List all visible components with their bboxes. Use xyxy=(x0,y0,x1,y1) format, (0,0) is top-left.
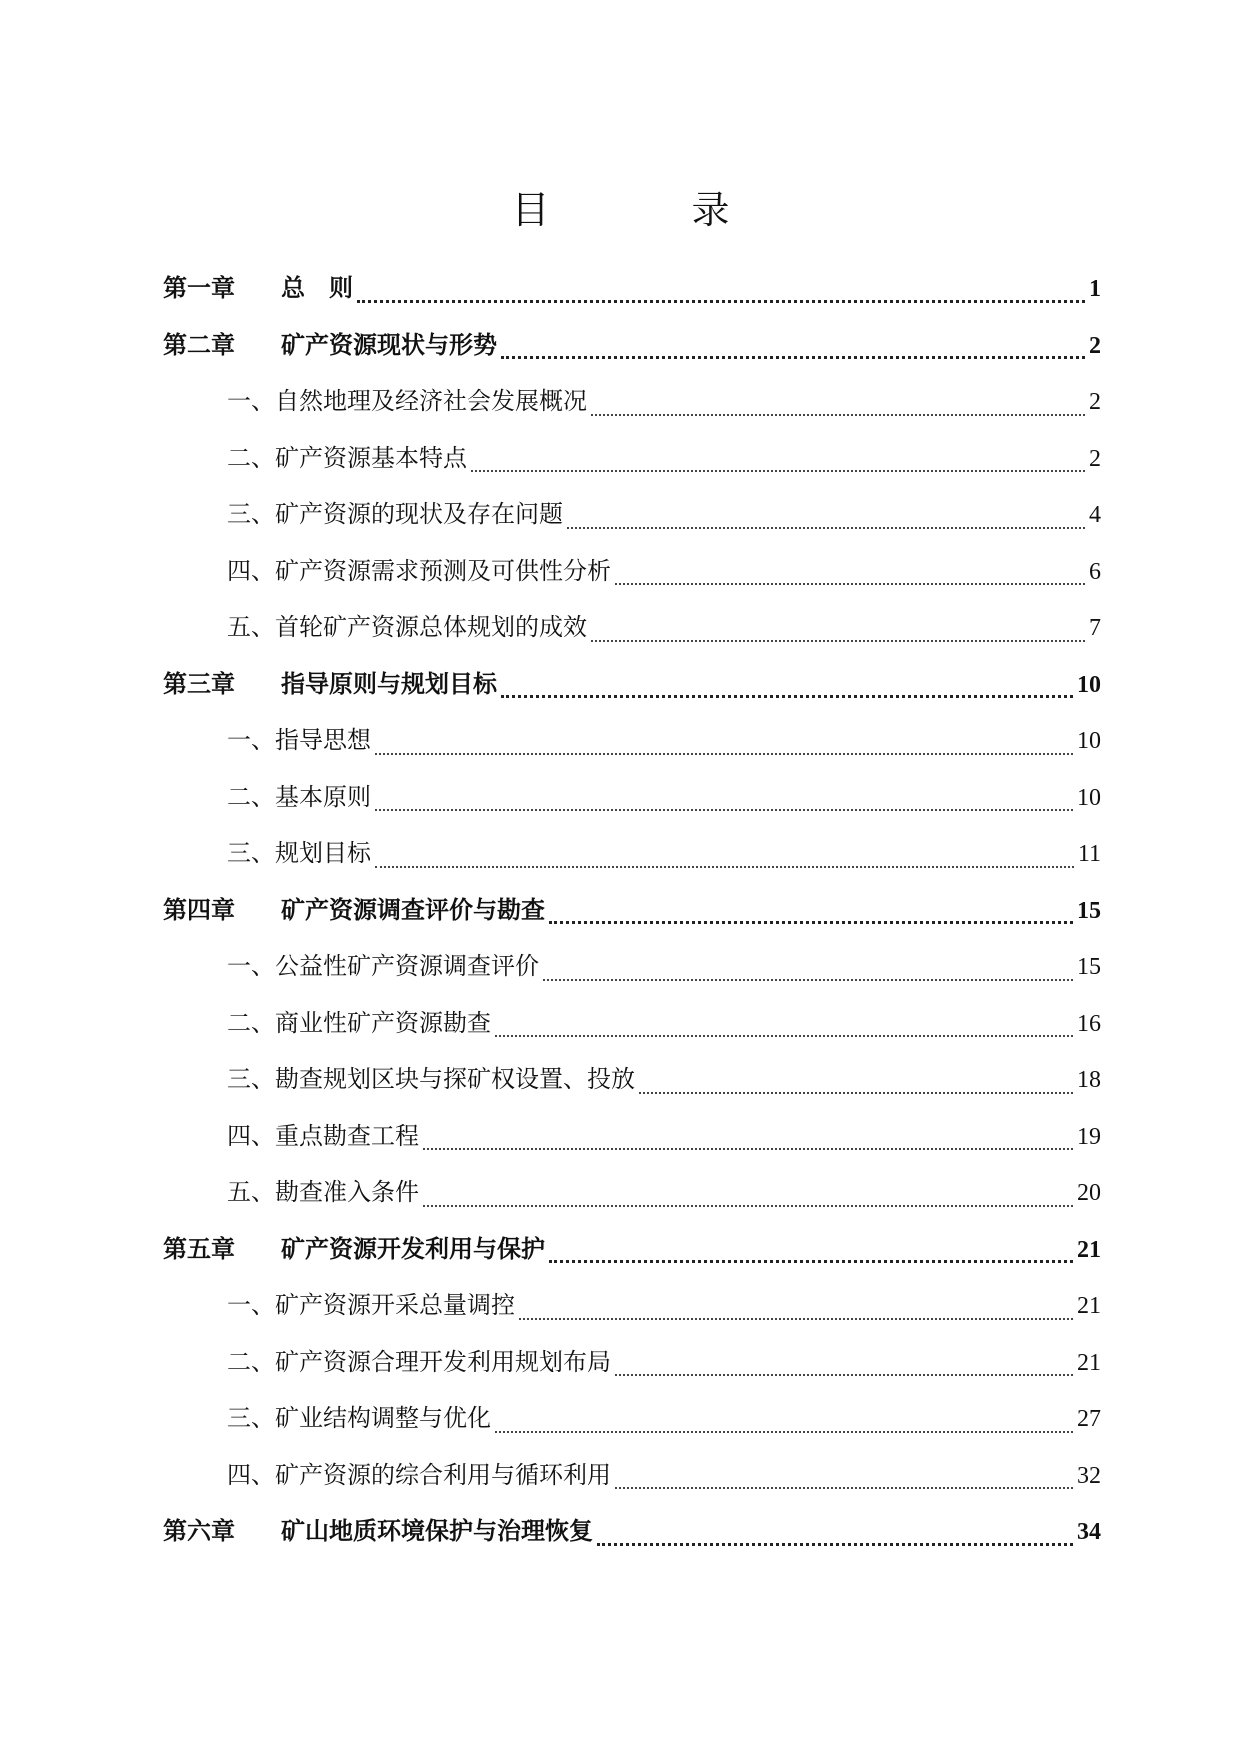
chapter-title: 矿产资源现状与形势 xyxy=(281,330,497,359)
toc-chapter-entry[interactable] xyxy=(163,1503,1101,1560)
section-title: 四、重点勘查工程 xyxy=(227,1121,419,1150)
page-number: 32 xyxy=(1077,1462,1101,1489)
dot-leader xyxy=(495,1035,1073,1037)
toc-section-entry[interactable] xyxy=(163,1390,1101,1447)
page-number: 2 xyxy=(1089,332,1101,359)
dot-leader xyxy=(597,1543,1073,1546)
toc-chapter-entry[interactable] xyxy=(163,260,1101,317)
page-number: 21 xyxy=(1077,1236,1101,1263)
section-title: 二、基本原则 xyxy=(227,782,371,811)
section-title: 二、矿产资源合理开发利用规划布局 xyxy=(227,1347,611,1376)
dot-leader xyxy=(423,1148,1073,1150)
toc-section-entry[interactable] xyxy=(163,373,1101,430)
page-number: 19 xyxy=(1077,1123,1101,1150)
toc-chapter-entry[interactable] xyxy=(163,317,1101,374)
dot-leader xyxy=(615,1374,1073,1376)
dot-leader xyxy=(615,583,1085,585)
toc-section-entry[interactable] xyxy=(163,543,1101,600)
dot-leader xyxy=(495,1431,1073,1433)
page-number: 10 xyxy=(1077,671,1101,698)
toc-section-entry[interactable] xyxy=(163,769,1101,826)
dot-leader xyxy=(375,753,1073,755)
dot-leader xyxy=(501,356,1085,359)
section-title: 二、矿产资源基本特点 xyxy=(227,443,467,472)
page-number: 4 xyxy=(1089,502,1101,528)
section-title: 三、规划目标 xyxy=(227,839,371,867)
section-title: 一、指导思想 xyxy=(227,726,371,754)
chapter-number: 第一章 xyxy=(163,274,235,302)
section-title: 二、商业性矿产资源勘查 xyxy=(227,1008,491,1037)
page-number: 18 xyxy=(1077,1067,1101,1093)
chapter-title: 矿山地质环境保护与治理恢复 xyxy=(281,1517,593,1545)
chapter-title: 矿产资源开发利用与保护 xyxy=(281,1234,545,1263)
page-number: 1 xyxy=(1089,276,1101,302)
page-number: 34 xyxy=(1077,1519,1101,1545)
dot-leader xyxy=(639,1092,1073,1094)
dot-leader xyxy=(567,527,1085,529)
dot-leader xyxy=(591,640,1085,642)
page-number: 27 xyxy=(1077,1406,1101,1432)
dot-leader xyxy=(357,300,1085,303)
toc-section-entry[interactable] xyxy=(163,938,1101,995)
page-number: 16 xyxy=(1077,1010,1101,1037)
page-number: 21 xyxy=(1077,1349,1101,1376)
section-title: 五、勘查准入条件 xyxy=(227,1178,419,1206)
table-of-contents xyxy=(163,260,1101,1560)
toc-section-entry[interactable] xyxy=(163,1051,1101,1108)
page-number: 7 xyxy=(1089,615,1101,641)
chapter-number: 第五章 xyxy=(163,1234,235,1263)
chapter-number: 第三章 xyxy=(163,669,235,698)
toc-section-entry[interactable] xyxy=(163,486,1101,543)
section-title: 三、矿产资源的现状及存在问题 xyxy=(227,500,563,528)
toc-section-entry[interactable] xyxy=(163,1164,1101,1221)
dot-leader xyxy=(519,1318,1073,1320)
toc-section-entry[interactable] xyxy=(163,1277,1101,1334)
section-title: 三、勘查规划区块与探矿权设置、投放 xyxy=(227,1065,635,1093)
dot-leader xyxy=(591,414,1085,416)
dot-leader xyxy=(375,866,1074,868)
page-number: 2 xyxy=(1089,389,1101,415)
section-title: 三、矿业结构调整与优化 xyxy=(227,1404,491,1432)
section-title: 五、首轮矿产资源总体规划的成效 xyxy=(227,613,587,641)
toc-section-entry[interactable] xyxy=(163,712,1101,769)
toc-section-entry[interactable] xyxy=(163,599,1101,656)
toc-section-entry[interactable] xyxy=(163,1447,1101,1504)
dot-leader xyxy=(615,1487,1073,1489)
toc-chapter-entry[interactable] xyxy=(163,1221,1101,1278)
chapter-number: 第四章 xyxy=(163,895,235,924)
dot-leader xyxy=(423,1205,1073,1207)
section-title: 四、矿产资源的综合利用与循环利用 xyxy=(227,1460,611,1489)
dot-leader xyxy=(543,979,1073,981)
dot-leader xyxy=(549,1260,1073,1263)
section-title: 四、矿产资源需求预测及可供性分析 xyxy=(227,556,611,585)
toc-chapter-entry[interactable] xyxy=(163,882,1101,939)
page-number: 11 xyxy=(1077,841,1101,867)
toc-section-entry[interactable] xyxy=(163,1334,1101,1391)
dot-leader xyxy=(471,470,1085,472)
page-number: 21 xyxy=(1077,1293,1101,1319)
chapter-number: 第六章 xyxy=(163,1517,235,1545)
page-number: 6 xyxy=(1089,558,1101,585)
toc-section-entry[interactable] xyxy=(163,995,1101,1052)
page-number: 20 xyxy=(1077,1180,1101,1206)
toc-title: 目 录 xyxy=(511,188,782,233)
dot-leader xyxy=(375,809,1073,811)
chapter-title: 指导原则与规划目标 xyxy=(281,669,497,698)
page-number: 10 xyxy=(1077,728,1101,754)
toc-section-entry[interactable] xyxy=(163,1108,1101,1165)
section-title: 一、自然地理及经济社会发展概况 xyxy=(227,387,587,415)
chapter-title: 矿产资源调查评价与勘查 xyxy=(281,895,545,924)
chapter-title: 总 则 xyxy=(281,274,353,302)
section-title: 一、矿产资源开采总量调控 xyxy=(227,1291,515,1319)
section-title: 一、公益性矿产资源调查评价 xyxy=(227,952,539,980)
page-number: 15 xyxy=(1077,897,1101,924)
toc-section-entry[interactable] xyxy=(163,825,1101,882)
dot-leader xyxy=(549,921,1073,924)
chapter-number: 第二章 xyxy=(163,330,235,359)
dot-leader xyxy=(501,695,1073,698)
page-number: 2 xyxy=(1089,445,1101,472)
page-number: 15 xyxy=(1077,954,1101,980)
page-number: 10 xyxy=(1077,784,1101,811)
toc-chapter-entry[interactable] xyxy=(163,656,1101,713)
toc-section-entry[interactable] xyxy=(163,430,1101,487)
